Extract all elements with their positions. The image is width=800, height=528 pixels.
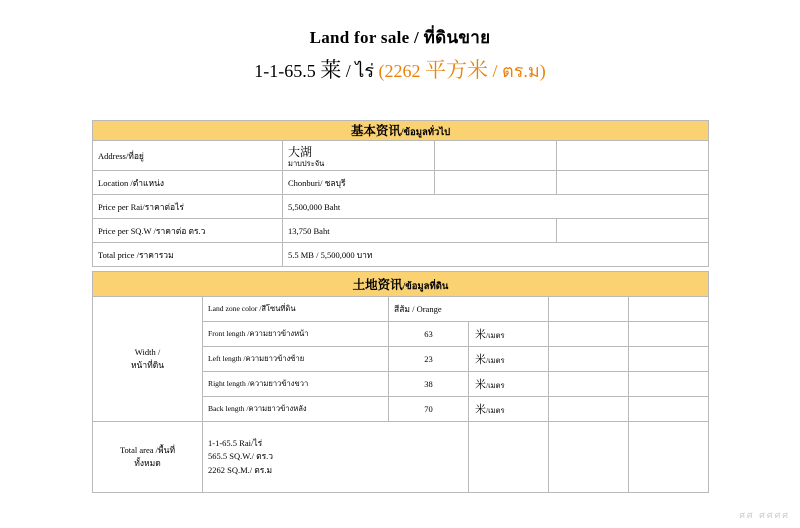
subtitle-unit-th: / ไร่	[345, 61, 374, 82]
total-area-label-th: ทั้งหมด	[134, 458, 161, 468]
land-info-table	[92, 271, 709, 493]
table-row	[93, 219, 709, 243]
left-unit-cn: 米	[475, 354, 486, 366]
table-row	[93, 297, 709, 322]
total-area-empty-1	[469, 422, 549, 493]
back-unit-cn: 米	[475, 404, 486, 416]
right-length-value: 38	[389, 372, 469, 397]
table-row	[93, 141, 709, 171]
front-empty-2	[629, 322, 709, 347]
front-length-unit	[469, 322, 549, 347]
land-zone-empty-2	[629, 297, 709, 322]
total-area-empty-3	[629, 422, 709, 493]
left-empty-1	[549, 347, 629, 372]
left-unit-th: /เมตร	[486, 356, 505, 365]
back-length-unit	[469, 397, 549, 422]
general-info-band	[93, 121, 709, 141]
land-band-cn: 土地资讯	[352, 277, 403, 292]
subtitle-sqm-cn: 平方米	[425, 58, 488, 83]
left-length-unit	[469, 347, 549, 372]
subtitle-sqm-th: / ตร.ม)	[492, 61, 546, 82]
land-info-band	[93, 272, 709, 297]
total-area-label-cell	[93, 422, 203, 493]
total-area-value-cell	[203, 422, 469, 493]
front-unit-th: /เมตร	[486, 331, 505, 340]
location-empty-2	[557, 171, 709, 195]
left-length-label: Left length /ความยาวข้างซ้าย	[203, 347, 389, 372]
back-empty-2	[629, 397, 709, 422]
subtitle-size: 1-1-65.5	[254, 61, 316, 82]
front-length-label: Front length /ความยาวข้างหน้า	[203, 322, 389, 347]
location-label: Location /ตำแหน่ง	[93, 171, 283, 195]
table-row	[93, 243, 709, 267]
land-zone-color-label: Land zone color /สีโซนที่ดิน	[203, 297, 389, 322]
right-empty-2	[629, 372, 709, 397]
location-value: Chonburi/ ชลบุรี	[283, 171, 435, 195]
right-length-label: Right length /ความยาวข้างขวา	[203, 372, 389, 397]
price-per-sqw-value: 13,750 Baht	[283, 219, 557, 243]
total-area-line2: 565.5 SQ.W./ ตร.ว	[208, 451, 274, 462]
page-subtitle	[0, 58, 800, 83]
address-label: Address/ที่อยู่	[93, 141, 283, 171]
land-zone-empty-1	[549, 297, 629, 322]
watermark: ศศ ศศศศ	[739, 510, 790, 520]
address-value-th: มาบประจัน	[288, 158, 325, 168]
total-area-empty-2	[549, 422, 629, 493]
general-info-table	[92, 120, 709, 267]
front-length-value: 63	[389, 322, 469, 347]
general-band-th: /ข้อมูลทั่วไป	[400, 128, 451, 138]
page-title: Land for sale / ที่ดินขาย	[309, 28, 491, 47]
total-price-value: 5.5 MB / 5,500,000 บาท	[283, 243, 709, 267]
right-unit-th: /เมตร	[486, 381, 505, 390]
total-area-line1: 1-1-65.5 Rai/ไร่	[208, 438, 263, 449]
address-value	[283, 141, 435, 171]
location-empty-1	[435, 171, 557, 195]
back-length-label: Back length /ความยาวข้างหลัง	[203, 397, 389, 422]
width-label-cell	[93, 297, 203, 422]
width-label-th: หน้าที่ดิน	[130, 360, 165, 370]
table-band-row	[93, 272, 709, 297]
price-per-sqw-empty	[557, 219, 709, 243]
land-zone-color-value: สีส้ม / Orange	[389, 297, 549, 322]
address-empty-1	[435, 141, 557, 171]
width-label-en: Width /	[134, 347, 161, 358]
back-unit-th: /เมตร	[486, 406, 505, 415]
back-empty-1	[549, 397, 629, 422]
table-band-row	[93, 121, 709, 141]
price-per-rai-value: 5,500,000 Baht	[283, 195, 709, 219]
front-empty-1	[549, 322, 629, 347]
document-page	[0, 28, 800, 528]
total-area-label-en: Total area /พื้นที่	[119, 445, 176, 456]
price-per-rai-label: Price per Rai/ราคาต่อไร่	[93, 195, 283, 219]
right-unit-cn: 米	[475, 379, 486, 391]
address-empty-2	[557, 141, 709, 171]
right-length-unit	[469, 372, 549, 397]
total-price-label: Total price /ราคารวม	[93, 243, 283, 267]
front-unit-cn: 米	[475, 329, 486, 341]
land-band-th: /ข้อมูลที่ดิน	[402, 281, 449, 292]
subtitle-unit-cn: 莱	[320, 58, 342, 83]
left-empty-2	[629, 347, 709, 372]
general-band-cn: 基本资讯	[350, 124, 401, 138]
price-per-sqw-label: Price per SQ.W /ราคาต่อ ตร.ว	[93, 219, 283, 243]
right-empty-1	[549, 372, 629, 397]
total-area-line3: 2262 SQ.M./ ตร.ม	[208, 464, 273, 475]
left-length-value: 23	[389, 347, 469, 372]
subtitle-sqm-open: (2262	[378, 61, 421, 82]
table-row	[93, 422, 709, 493]
address-value-cn: 大湖	[288, 144, 313, 159]
back-length-value: 70	[389, 397, 469, 422]
table-row	[93, 195, 709, 219]
table-row	[93, 171, 709, 195]
